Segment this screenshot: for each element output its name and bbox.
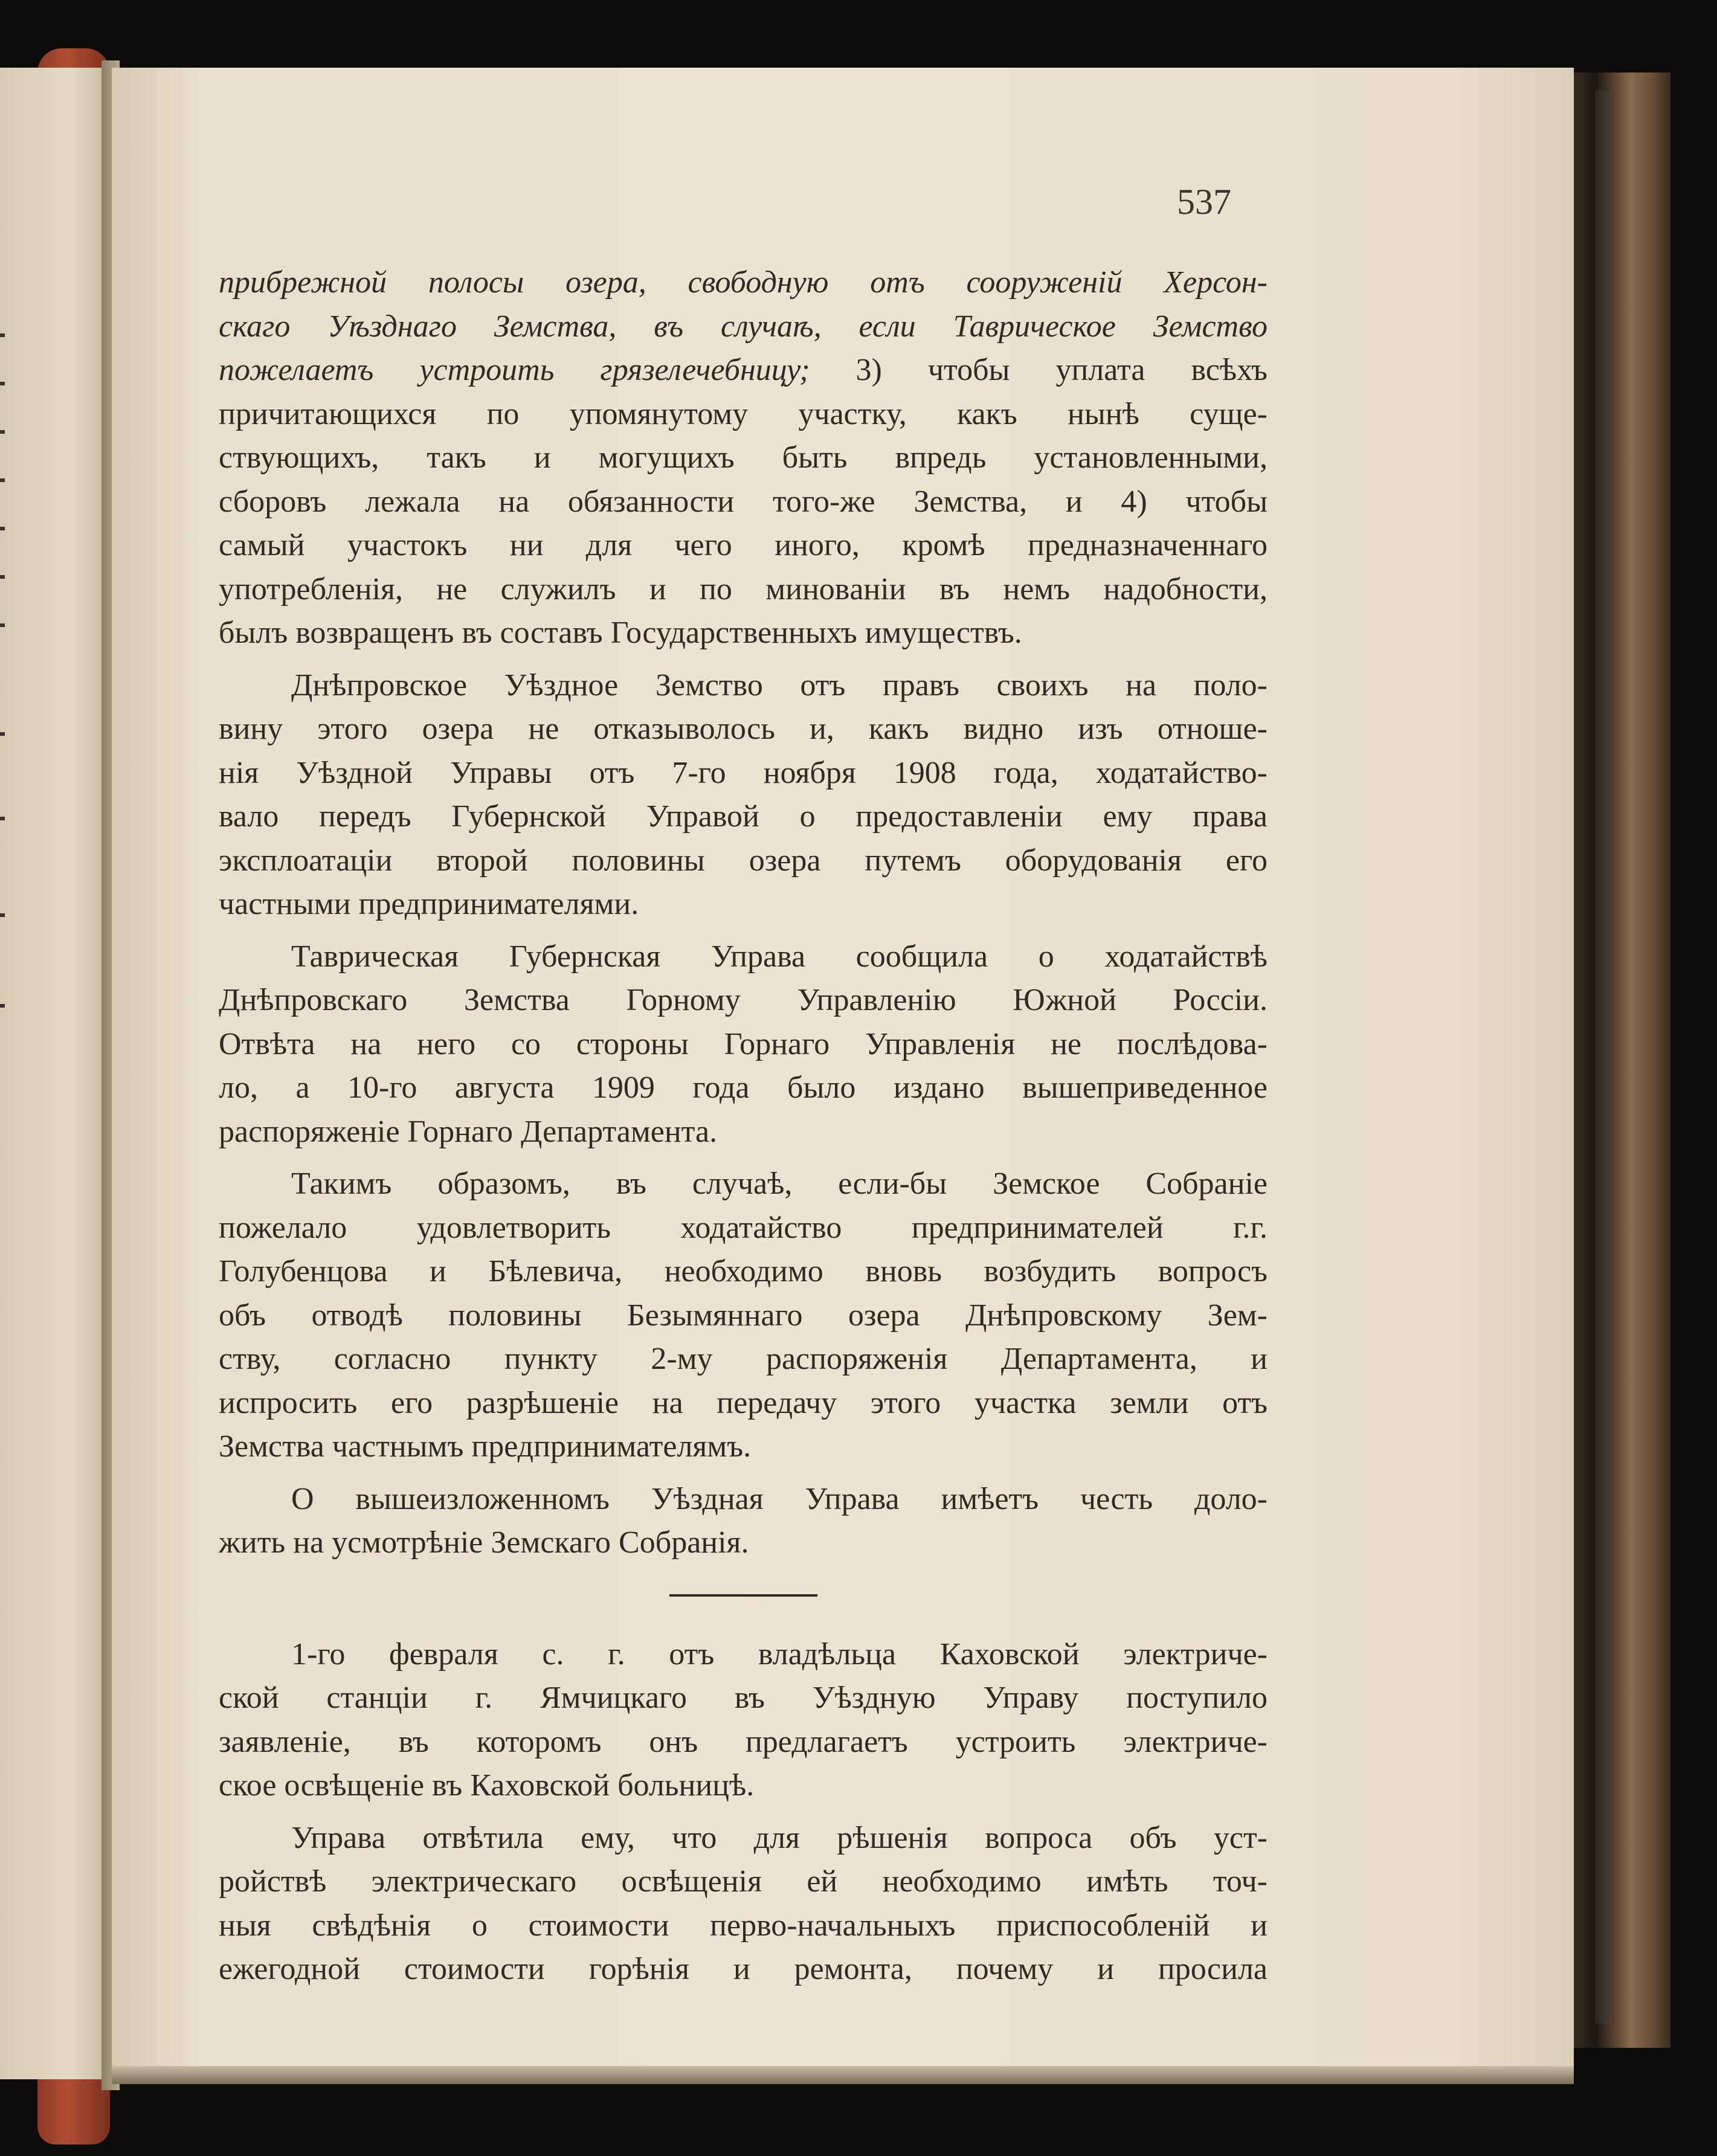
text-line: употребленія, не служилъ и по миновaніи въ немъ надобности,	[219, 571, 1268, 607]
text-line: О вышеизложенномъ Уѣздная Управа имѣетъ честь доло-	[291, 1481, 1268, 1516]
text-line: Таврическая Губернская Управа сообщила о ходатайствѣ	[291, 939, 1268, 974]
text-line: испросить его разрѣшеніе на передачу этого участка земли отъ	[219, 1385, 1268, 1420]
section-divider	[669, 1594, 817, 1597]
text-line: ныя свѣдѣнія о стоимости перво-начальныхъ приспособленій и	[219, 1908, 1268, 1943]
paragraph-4	[219, 1162, 1268, 1469]
text-line: Днѣпровское Уѣздное Земство отъ правъ своихъ на поло-	[291, 668, 1268, 703]
book-cover-edge	[1571, 72, 1670, 2048]
left-page-fragment	[0, 68, 103, 2079]
paragraph-2	[219, 664, 1268, 927]
text-line: распоряженіе Горнаго Департамента.	[219, 1114, 718, 1149]
text-line: пожелало удовлетворить ходатайство предпринимателей г.г.	[219, 1210, 1268, 1245]
text-line: сборовъ лежала на обязанности того-же Земства, и 4) чтобы	[219, 484, 1268, 519]
page-body-text	[219, 261, 1268, 1992]
text-line: жить на усмотрѣніе Земскаго Собранія.	[219, 1525, 749, 1560]
text-line: ское освѣщеніе въ Каховской больницѣ.	[219, 1768, 755, 1803]
paragraph-5	[219, 1478, 1268, 1565]
text-line: вало передъ Губернской Управой о предоставленіи ему права	[219, 799, 1268, 834]
paragraph-7	[219, 1817, 1268, 1992]
text-line: скаго Уѣзднаго Земства, въ случаѣ, если Таврическое Земство	[219, 309, 1268, 344]
text-line: ствующихъ, такъ и могущихъ быть впредь установленными,	[219, 440, 1268, 475]
text-line: Управа отвѣтила ему, что для рѣшенія вопроса объ уст-	[291, 1820, 1268, 1855]
text-line: эксплоатаціи второй половины озера путемъ оборудованія его	[219, 843, 1268, 878]
text-line: ройствѣ электрическаго освѣщенія ей необходимо имѣть точ-	[219, 1864, 1268, 1899]
text-line: Земства частнымъ предпринимателямъ.	[219, 1429, 752, 1464]
text-line: ской станціи г. Ямчицкаго въ Уѣздную Управу поступило	[219, 1681, 1268, 1715]
text-line: Отвѣта на него со стороны Горнаго Управленія не послѣдова-	[219, 1026, 1268, 1061]
text-line: частными предпринимателями.	[219, 887, 639, 921]
paragraph-6	[219, 1633, 1268, 1808]
text-line: ло, а 10-го августа 1909 года было издано вышеприведенное	[219, 1070, 1268, 1105]
text-line: Такимъ образомъ, въ случаѣ, если-бы Земское Собраніе	[291, 1166, 1268, 1201]
text-line: ежегодной стоимости горѣнія и ремонта, почему и просила	[219, 1952, 1268, 1986]
text-line: нія Уѣздной Управы отъ 7-го ноября 1908 года, ходатайство-	[219, 755, 1268, 790]
text-line: вину этого озера не отказыволось и, какъ видно изъ отноше-	[219, 712, 1268, 746]
text-line: 1-го февраля с. г. отъ владѣльца Каховской электриче-	[291, 1636, 1268, 1672]
page-bottom-shadow	[112, 2066, 1574, 2084]
text-line: причитающихся по упомянутому участку, какъ нынѣ суще-	[219, 396, 1268, 431]
text-line: объ отводѣ половины Безымяннаго озера Днѣпровскому Зем-	[219, 1298, 1268, 1333]
text-line: Днѣпровскаго Земства Горному Управленію Южной Россіи.	[219, 983, 1268, 1017]
text-line: прибрежной полосы озера, свободную отъ сооруженій Херсон-	[219, 265, 1268, 300]
text-line: Голубенцова и Бѣлевича, необходимо вновь возбудить вопросъ	[219, 1254, 1268, 1289]
paragraph-3	[219, 935, 1268, 1154]
text-line: былъ возвращенъ въ составъ Государственныхъ имуществъ.	[219, 616, 1022, 650]
text-line: самый участокъ ни для чего иного, кромѣ предназначеннаго	[219, 528, 1268, 562]
page-stack-edge	[1595, 91, 1612, 2024]
text-line: пожелаетъ устроить грязелечебницу; 3) чтобы уплата всѣхъ	[219, 353, 1268, 387]
page-number: 537	[1177, 182, 1231, 222]
paragraph-1	[219, 261, 1268, 655]
text-line: ству, согласно пункту 2-му распоряженія Департамента, и	[219, 1342, 1268, 1376]
text-line: заявленіе, въ которомъ онъ предлагаетъ устроить электриче-	[219, 1724, 1268, 1759]
